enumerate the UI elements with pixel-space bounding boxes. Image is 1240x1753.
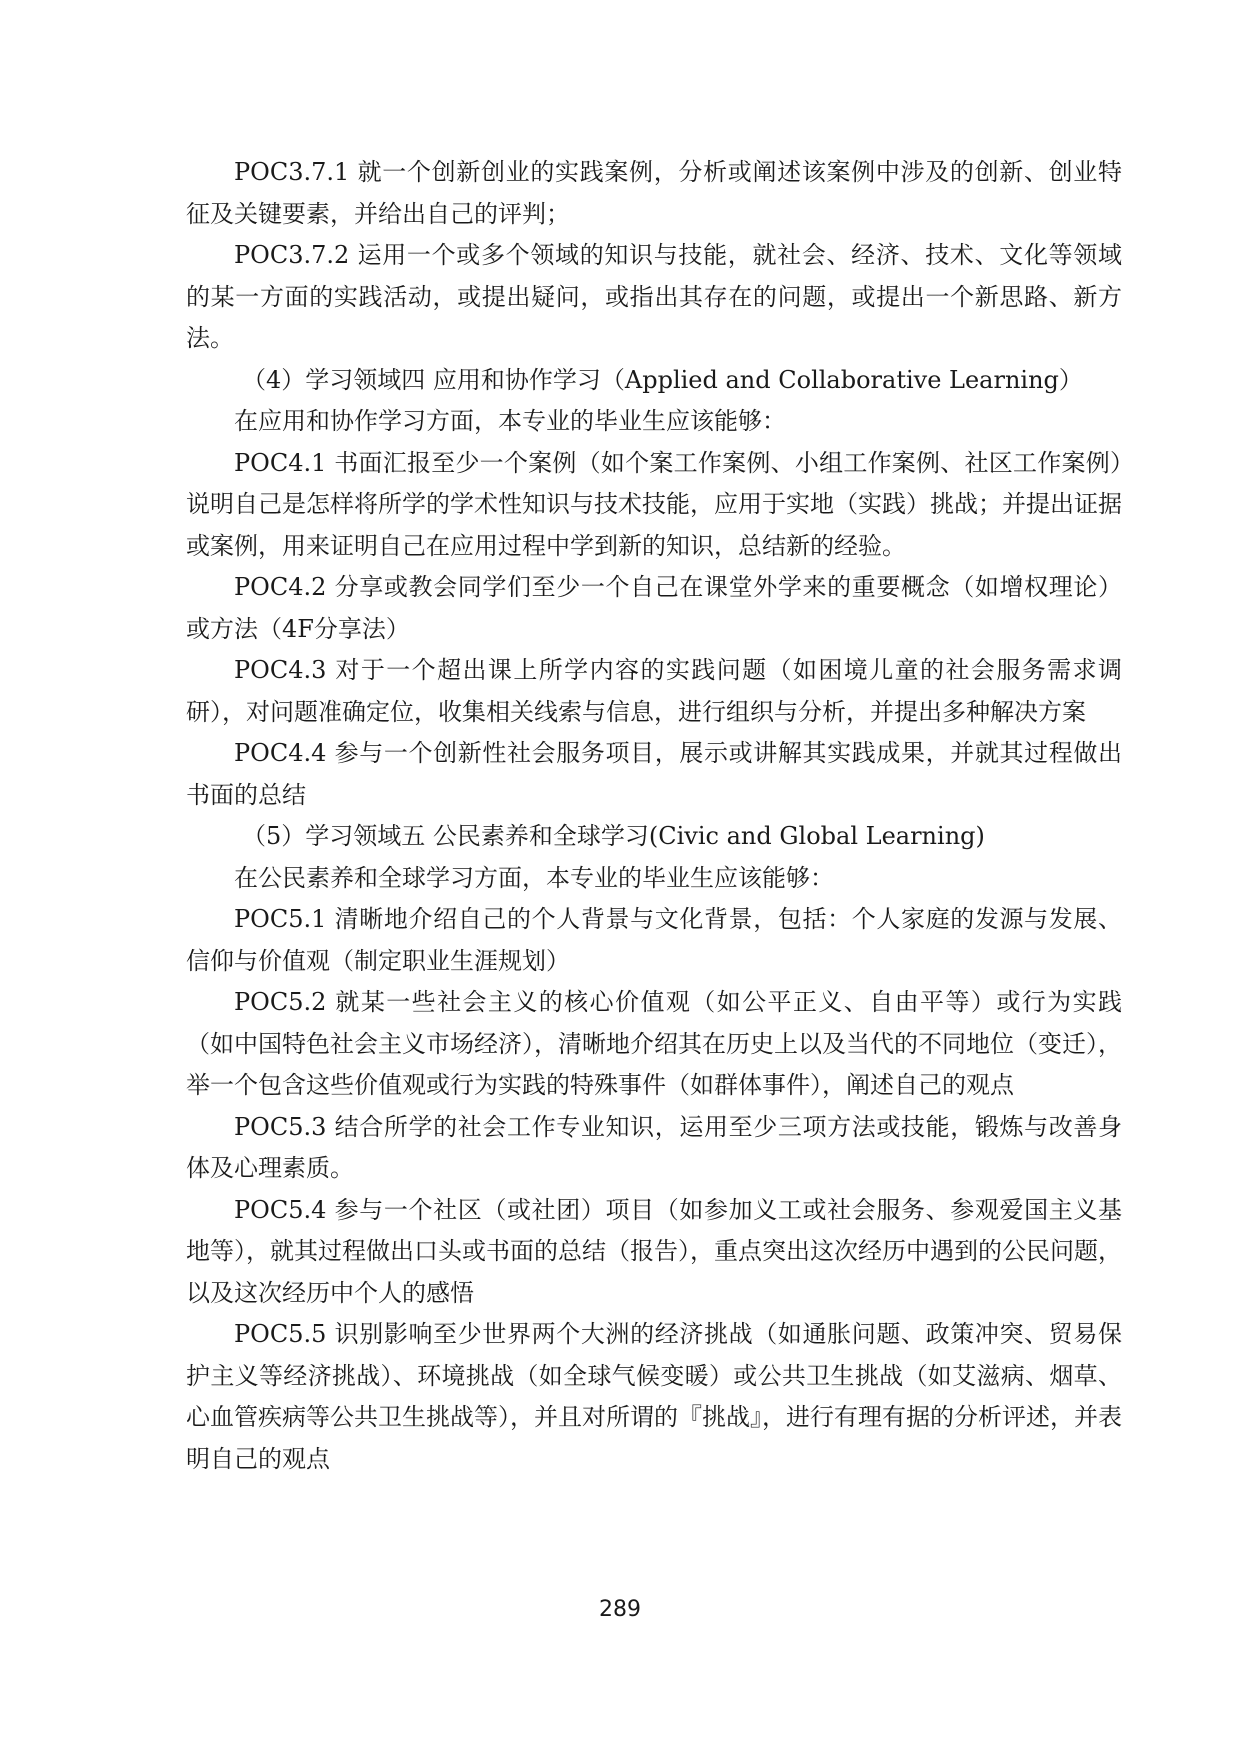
paragraph-poc3-7-2: POC3.7.2 运用一个或多个领域的知识与技能，就社会、经济、技术、文化等领域的某一方面的实践活动，或提出疑问，或指出其存在的问题，或提出一个新思路、新方法。 [186,241,1122,352]
paragraph-domain-5-intro: 在公民素养和全球学习方面，本专业的毕业生应该能够： [234,863,834,892]
page-number: 289 [599,1597,641,1622]
section-heading-domain-5: （5）学习领域五 公民素养和全球学习(Civic and Global Learning) [242,822,985,850]
paragraph-poc5-3: POC5.3 结合所学的社会工作专业知识，运用至少三项方法或技能，锻炼与改善身体及心理素质。 [186,1112,1122,1182]
section-heading-domain-4: （4）学习领域四 应用和协作学习（Applied and Collaborative Learning） [242,365,1083,394]
paragraph-poc5-1: POC5.1 清晰地介绍自己的个人背景与文化背景，包括：个人家庭的发源与发展、信仰与价值观（制定职业生涯规划） [186,905,1122,975]
document-body [186,152,1122,1480]
paragraph-poc4-3: POC4.3 对于一个超出课上所学内容的实践问题（如困境儿童的社会服务需求调研），对问题准确定位，收集相关线索与信息，进行组织与分析，并提出多种解决方案 [186,656,1122,726]
paragraph-poc4-2: POC4.2 分享或教会同学们至少一个自己在课堂外学来的重要概念（如增权理论）或方法（4F分享法） [186,573,1122,643]
paragraph-poc4-1: POC4.1 书面汇报至少一个案例（如个案工作案例、小组工作案例、社区工作案例）说明自己是怎样将所学的学术性知识与技术技能，应用于实地（实践）挑战；并提出证据或案例，用来证明自己在应用过程中学到新的知识，总结新的经验。 [186,448,1122,560]
paragraph-poc5-5: POC5.5 识别影响至少世界两个大洲的经济挑战（如通胀问题、政策冲突、贸易保护主义等经济挑战）、环境挑战（如全球气候变暖）或公共卫生挑战（如艾滋病、烟草、心血管疾病等公共卫生挑战等），并且对所谓的『挑战』，进行有理有据的分析评述，并表明自己的观点 [186,1320,1122,1473]
paragraph-poc3-7-1: POC3.7.1 就一个创新创业的实践案例，分析或阐述该案例中涉及的创新、创业特征及关键要素，并给出自己的评判； [186,158,1122,228]
paragraph-poc5-4: POC5.4 参与一个社区（或社团）项目（如参加义工或社会服务、参观爱国主义基地等），就其过程做出口头或书面的总结（报告），重点突出这次经历中遇到的公民问题，以及这次经历中个人的感悟 [186,1195,1122,1307]
paragraph-poc5-2: POC5.2 就某一些社会主义的核心价值观（如公平正义、自由平等）或行为实践（如中国特色社会主义市场经济），清晰地介绍其在历史上以及当代的不同地位（变迁），举一个包含这些价值观或行为实践的特殊事件（如群体事件），阐述自己的观点 [186,988,1122,1099]
paragraph-domain-4-intro: 在应用和协作学习方面，本专业的毕业生应该能够： [234,407,786,435]
paragraph-poc4-4: POC4.4 参与一个创新性社会服务项目，展示或讲解其实践成果，并就其过程做出书面的总结 [186,739,1122,809]
